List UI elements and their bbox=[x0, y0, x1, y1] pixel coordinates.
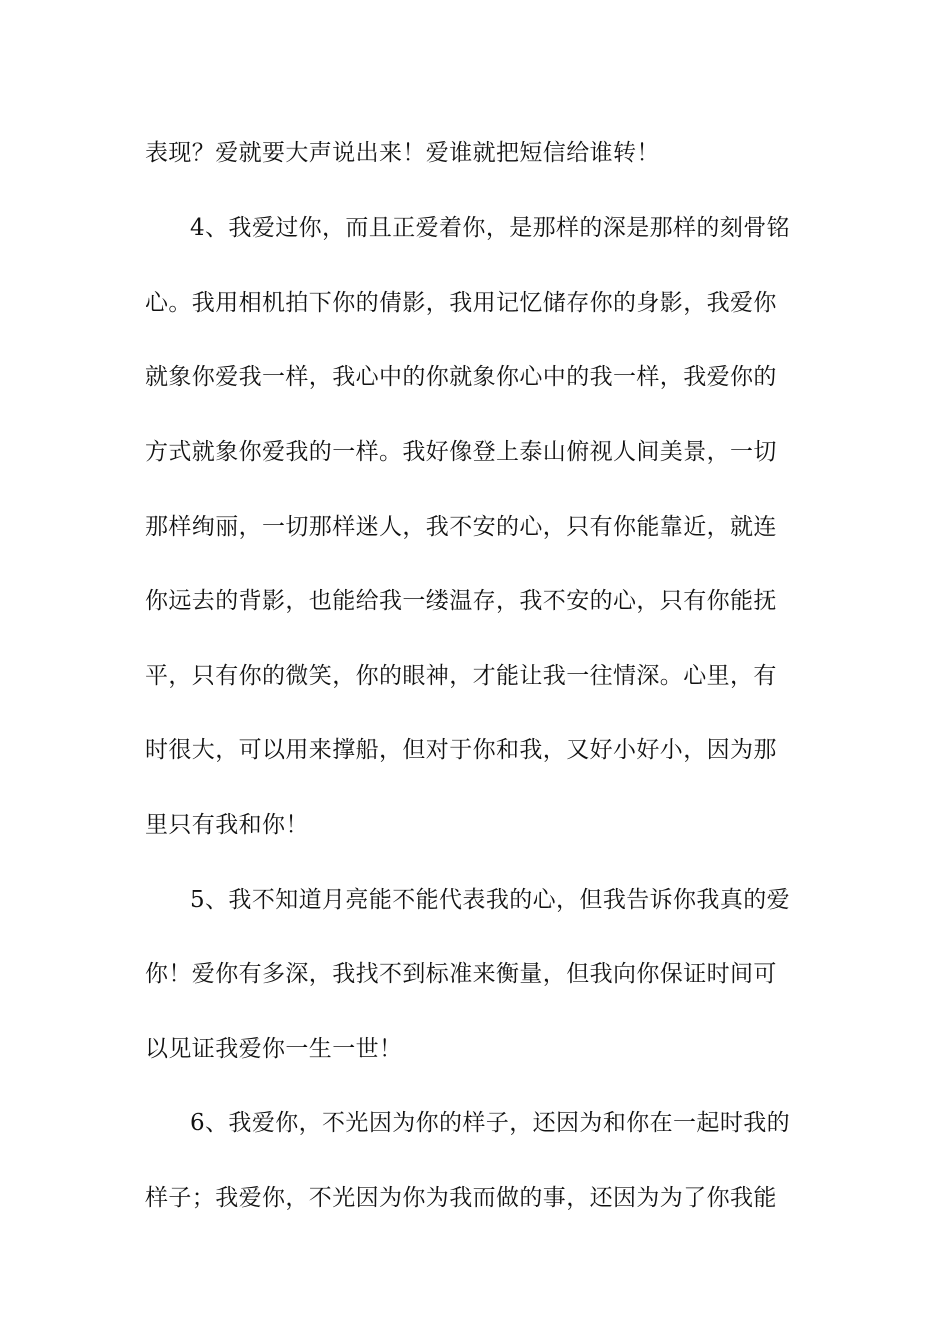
text-line: 就象你爱我一样，我心中的你就象你心中的我一样，我爱你的 bbox=[145, 364, 777, 390]
text-line: 以见证我爱你一生一世！ bbox=[145, 1036, 403, 1062]
text-line: 方式就象你爱我的一样。我好像登上泰山俯视人间美景，一切 bbox=[145, 439, 777, 465]
text-line: 那样绚丽，一切那样迷人，我不安的心，只有你能靠近，就连 bbox=[145, 514, 777, 540]
text-line: 平，只有你的微笑，你的眼神，才能让我一往情深。心里，有 bbox=[145, 663, 777, 689]
text-line: 样子；我爱你，不光因为你为我而做的事，还因为为了你我能 bbox=[145, 1185, 777, 1211]
paragraph-4-first-line: 4、我爱过你，而且正爱着你，是那样的深是那样的刻骨铭 bbox=[190, 215, 791, 241]
paragraph-6-first-line: 6、我爱你，不光因为你的样子，还因为和你在一起时我的 bbox=[190, 1110, 791, 1136]
paragraph-5-first-line: 5、我不知道月亮能不能代表我的心，但我告诉你我真的爱 bbox=[190, 887, 791, 913]
text-line: 你远去的背影，也能给我一缕温存，我不安的心，只有你能抚 bbox=[145, 588, 777, 614]
text-line: 心。我用相机拍下你的倩影，我用记忆储存你的身影，我爱你 bbox=[145, 290, 777, 316]
text-line: 时很大，可以用来撑船，但对于你和我，又好小好小，因为那 bbox=[145, 737, 777, 763]
text-line: 里只有我和你！ bbox=[145, 812, 309, 838]
text-line: 你！爱你有多深，我找不到标准来衡量，但我向你保证时间可 bbox=[145, 961, 777, 987]
text-line: 表现？爱就要大声说出来！爱谁就把短信给谁转！ bbox=[145, 140, 660, 166]
